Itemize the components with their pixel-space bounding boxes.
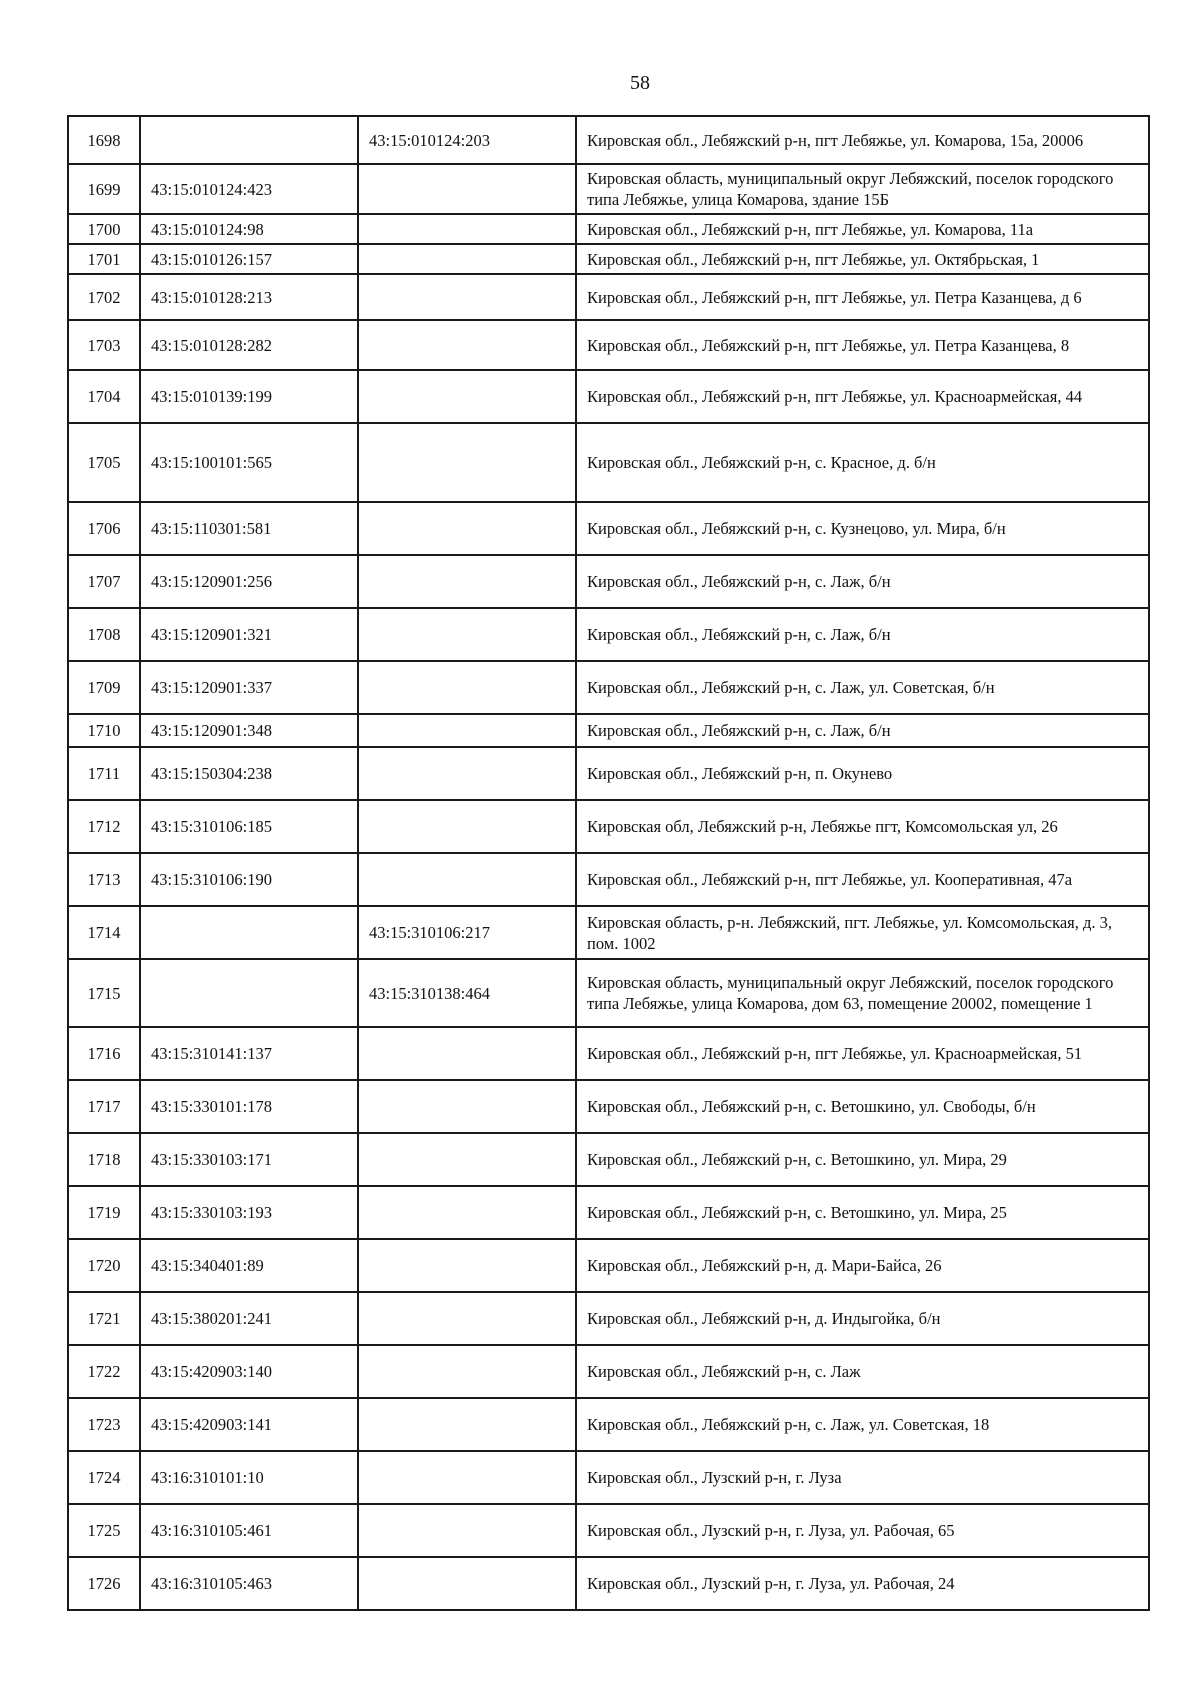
cadastral-number-premises <box>358 214 576 244</box>
address: Кировская обл., Лебяжский р-н, с. Лаж, ул. Советская, б/н <box>576 661 1149 714</box>
row-number: 1720 <box>68 1239 140 1292</box>
table-row <box>68 116 1149 164</box>
row-number: 1701 <box>68 244 140 274</box>
cadastral-number-land: 43:15:010128:213 <box>140 274 358 320</box>
table-row <box>68 747 1149 800</box>
cadastral-number-land: 43:15:110301:581 <box>140 502 358 555</box>
cadastral-number-land: 43:15:120901:321 <box>140 608 358 661</box>
cadastral-number-premises <box>358 1557 576 1610</box>
address: Кировская обл., Лебяжский р-н, с. Ветошкино, ул. Мира, 29 <box>576 1133 1149 1186</box>
row-number: 1705 <box>68 423 140 502</box>
row-number: 1722 <box>68 1345 140 1398</box>
cadastral-number-premises <box>358 274 576 320</box>
row-number: 1716 <box>68 1027 140 1080</box>
row-number: 1725 <box>68 1504 140 1557</box>
address: Кировская обл., Лебяжский р-н, с. Лаж <box>576 1345 1149 1398</box>
cadastral-number-land: 43:15:330101:178 <box>140 1080 358 1133</box>
cadastral-number-land: 43:15:420903:140 <box>140 1345 358 1398</box>
table-row <box>68 320 1149 370</box>
cadastral-number-land: 43:16:310101:10 <box>140 1451 358 1504</box>
address: Кировская обл., Лебяжский р-н, пгт Лебяжье, ул. Комарова, 15а, 20006 <box>576 116 1149 164</box>
row-number: 1698 <box>68 116 140 164</box>
cadastral-number-premises <box>358 1504 576 1557</box>
address: Кировская обл., Лебяжский р-н, с. Ветошкино, ул. Свободы, б/н <box>576 1080 1149 1133</box>
cadastral-number-premises <box>358 1027 576 1080</box>
cadastral-number-land: 43:15:340401:89 <box>140 1239 358 1292</box>
address: Кировская обл., Лебяжский р-н, пгт Лебяжье, ул. Красноармейская, 51 <box>576 1027 1149 1080</box>
row-number: 1703 <box>68 320 140 370</box>
table-row <box>68 608 1149 661</box>
cadastral-number-premises <box>358 661 576 714</box>
address: Кировская обл., Лебяжский р-н, с. Кузнецово, ул. Мира, б/н <box>576 502 1149 555</box>
cadastral-number-premises: 43:15:310138:464 <box>358 959 576 1027</box>
cadastral-number-land: 43:15:120901:256 <box>140 555 358 608</box>
table-row <box>68 1080 1149 1133</box>
cadastral-number-premises <box>358 1451 576 1504</box>
address: Кировская обл., Лебяжский р-н, п. Окунево <box>576 747 1149 800</box>
address: Кировская обл., Лебяжский р-н, д. Индыгойка, б/н <box>576 1292 1149 1345</box>
row-number: 1704 <box>68 370 140 423</box>
row-number: 1712 <box>68 800 140 853</box>
cadastral-number-land: 43:15:310106:185 <box>140 800 358 853</box>
cadastral-number-land <box>140 116 358 164</box>
page-number: 58 <box>630 72 650 94</box>
address: Кировская обл., Лебяжский р-н, с. Ветошкино, ул. Мира, 25 <box>576 1186 1149 1239</box>
row-number: 1707 <box>68 555 140 608</box>
row-number: 1714 <box>68 906 140 959</box>
address: Кировская область, муниципальный округ Лебяжский, поселок городского типа Лебяжье, улица Комарова, дом 63, помещение 20002, помещение 1 <box>576 959 1149 1027</box>
address: Кировская обл., Лебяжский р-н, пгт Лебяжье, ул. Комарова, 11а <box>576 214 1149 244</box>
cadastral-number-premises <box>358 1133 576 1186</box>
cadastral-number-premises <box>358 164 576 214</box>
cadastral-number-premises <box>358 555 576 608</box>
row-number: 1718 <box>68 1133 140 1186</box>
cadastral-number-land: 43:15:330103:193 <box>140 1186 358 1239</box>
cadastral-number-premises <box>358 608 576 661</box>
table-row <box>68 164 1149 214</box>
row-number: 1702 <box>68 274 140 320</box>
cadastral-number-land: 43:15:010128:282 <box>140 320 358 370</box>
cadastral-number-premises <box>358 1345 576 1398</box>
cadastral-number-land: 43:15:310141:137 <box>140 1027 358 1080</box>
address: Кировская обл., Лебяжский р-н, пгт Лебяжье, ул. Петра Казанцева, 8 <box>576 320 1149 370</box>
address: Кировская обл., Лузский р-н, г. Луза, ул. Рабочая, 65 <box>576 1504 1149 1557</box>
row-number: 1719 <box>68 1186 140 1239</box>
cadastral-number-land: 43:15:120901:337 <box>140 661 358 714</box>
cadastral-number-land: 43:15:420903:141 <box>140 1398 358 1451</box>
cadastral-number-land: 43:15:380201:241 <box>140 1292 358 1345</box>
table-row <box>68 661 1149 714</box>
cadastral-number-land: 43:16:310105:461 <box>140 1504 358 1557</box>
cadastral-number-land <box>140 959 358 1027</box>
row-number: 1699 <box>68 164 140 214</box>
table-row <box>68 274 1149 320</box>
address: Кировская обл., Лебяжский р-н, пгт Лебяжье, ул. Октябрьская, 1 <box>576 244 1149 274</box>
cadastral-number-land <box>140 906 358 959</box>
cadastral-number-land: 43:15:150304:238 <box>140 747 358 800</box>
cadastral-number-premises <box>358 320 576 370</box>
row-number: 1726 <box>68 1557 140 1610</box>
table-row <box>68 800 1149 853</box>
cadastral-number-premises <box>358 1239 576 1292</box>
row-number: 1715 <box>68 959 140 1027</box>
row-number: 1717 <box>68 1080 140 1133</box>
table-row <box>68 1398 1149 1451</box>
table-row <box>68 244 1149 274</box>
table-row <box>68 423 1149 502</box>
address: Кировская обл., Лебяжский р-н, пгт Лебяжье, ул. Петра Казанцева, д 6 <box>576 274 1149 320</box>
cadastral-number-land: 43:15:010126:157 <box>140 244 358 274</box>
cadastral-number-premises: 43:15:310106:217 <box>358 906 576 959</box>
cadastral-number-land: 43:15:010124:98 <box>140 214 358 244</box>
cadastral-number-premises <box>358 244 576 274</box>
table-row <box>68 853 1149 906</box>
cadastral-number-premises <box>358 502 576 555</box>
table-row <box>68 1451 1149 1504</box>
cadastral-number-land: 43:15:100101:565 <box>140 423 358 502</box>
row-number: 1706 <box>68 502 140 555</box>
table-row <box>68 1292 1149 1345</box>
address: Кировская обл., Лебяжский р-н, пгт Лебяжье, ул. Красноармейская, 44 <box>576 370 1149 423</box>
table-row <box>68 1345 1149 1398</box>
address: Кировская обл., Лузский р-н, г. Луза <box>576 1451 1149 1504</box>
row-number: 1721 <box>68 1292 140 1345</box>
cadastral-number-land: 43:15:330103:171 <box>140 1133 358 1186</box>
table-row <box>68 1557 1149 1610</box>
row-number: 1710 <box>68 714 140 747</box>
row-number: 1708 <box>68 608 140 661</box>
cadastral-number-premises <box>358 370 576 423</box>
address: Кировская обл., Лебяжский р-н, д. Мари-Байса, 26 <box>576 1239 1149 1292</box>
cadastral-number-premises <box>358 747 576 800</box>
cadastral-number-premises <box>358 1080 576 1133</box>
table-row <box>68 1133 1149 1186</box>
cadastral-number-land: 43:15:010139:199 <box>140 370 358 423</box>
row-number: 1723 <box>68 1398 140 1451</box>
cadastral-number-premises: 43:15:010124:203 <box>358 116 576 164</box>
table-row <box>68 906 1149 959</box>
property-register-table <box>67 115 1150 1611</box>
address: Кировская обл., Лебяжский р-н, с. Красное, д. б/н <box>576 423 1149 502</box>
table-row <box>68 1027 1149 1080</box>
address: Кировская обл., Лебяжский р-н, с. Лаж, б/н <box>576 714 1149 747</box>
cadastral-number-premises <box>358 1292 576 1345</box>
address: Кировская обл., Лузский р-н, г. Луза, ул. Рабочая, 24 <box>576 1557 1149 1610</box>
address: Кировская область, р-н. Лебяжский, пгт. Лебяжье, ул. Комсомольская, д. 3, пом. 1002 <box>576 906 1149 959</box>
table-row <box>68 214 1149 244</box>
table-row <box>68 502 1149 555</box>
cadastral-number-land: 43:16:310105:463 <box>140 1557 358 1610</box>
cadastral-number-premises <box>358 714 576 747</box>
address: Кировская обл., Лебяжский р-н, с. Лаж, б/н <box>576 608 1149 661</box>
row-number: 1709 <box>68 661 140 714</box>
cadastral-number-land: 43:15:120901:348 <box>140 714 358 747</box>
row-number: 1724 <box>68 1451 140 1504</box>
address: Кировская обл., Лебяжский р-н, с. Лаж, б/н <box>576 555 1149 608</box>
cadastral-number-premises <box>358 1398 576 1451</box>
table-row <box>68 959 1149 1027</box>
table-row <box>68 1504 1149 1557</box>
cadastral-number-premises <box>358 1186 576 1239</box>
table-row <box>68 714 1149 747</box>
row-number: 1711 <box>68 747 140 800</box>
address: Кировская обл., Лебяжский р-н, с. Лаж, ул. Советская, 18 <box>576 1398 1149 1451</box>
row-number: 1700 <box>68 214 140 244</box>
cadastral-number-land: 43:15:010124:423 <box>140 164 358 214</box>
table-row <box>68 370 1149 423</box>
address: Кировская обл, Лебяжский р-н, Лебяжье пгт, Комсомольская ул, 26 <box>576 800 1149 853</box>
cadastral-number-premises <box>358 853 576 906</box>
row-number: 1713 <box>68 853 140 906</box>
table-row <box>68 555 1149 608</box>
cadastral-number-premises <box>358 423 576 502</box>
address: Кировская обл., Лебяжский р-н, пгт Лебяжье, ул. Кооперативная, 47а <box>576 853 1149 906</box>
cadastral-number-land: 43:15:310106:190 <box>140 853 358 906</box>
table-row <box>68 1186 1149 1239</box>
cadastral-number-premises <box>358 800 576 853</box>
table-row <box>68 1239 1149 1292</box>
address: Кировская область, муниципальный округ Лебяжский, поселок городского типа Лебяжье, улица Комарова, здание 15Б <box>576 164 1149 214</box>
